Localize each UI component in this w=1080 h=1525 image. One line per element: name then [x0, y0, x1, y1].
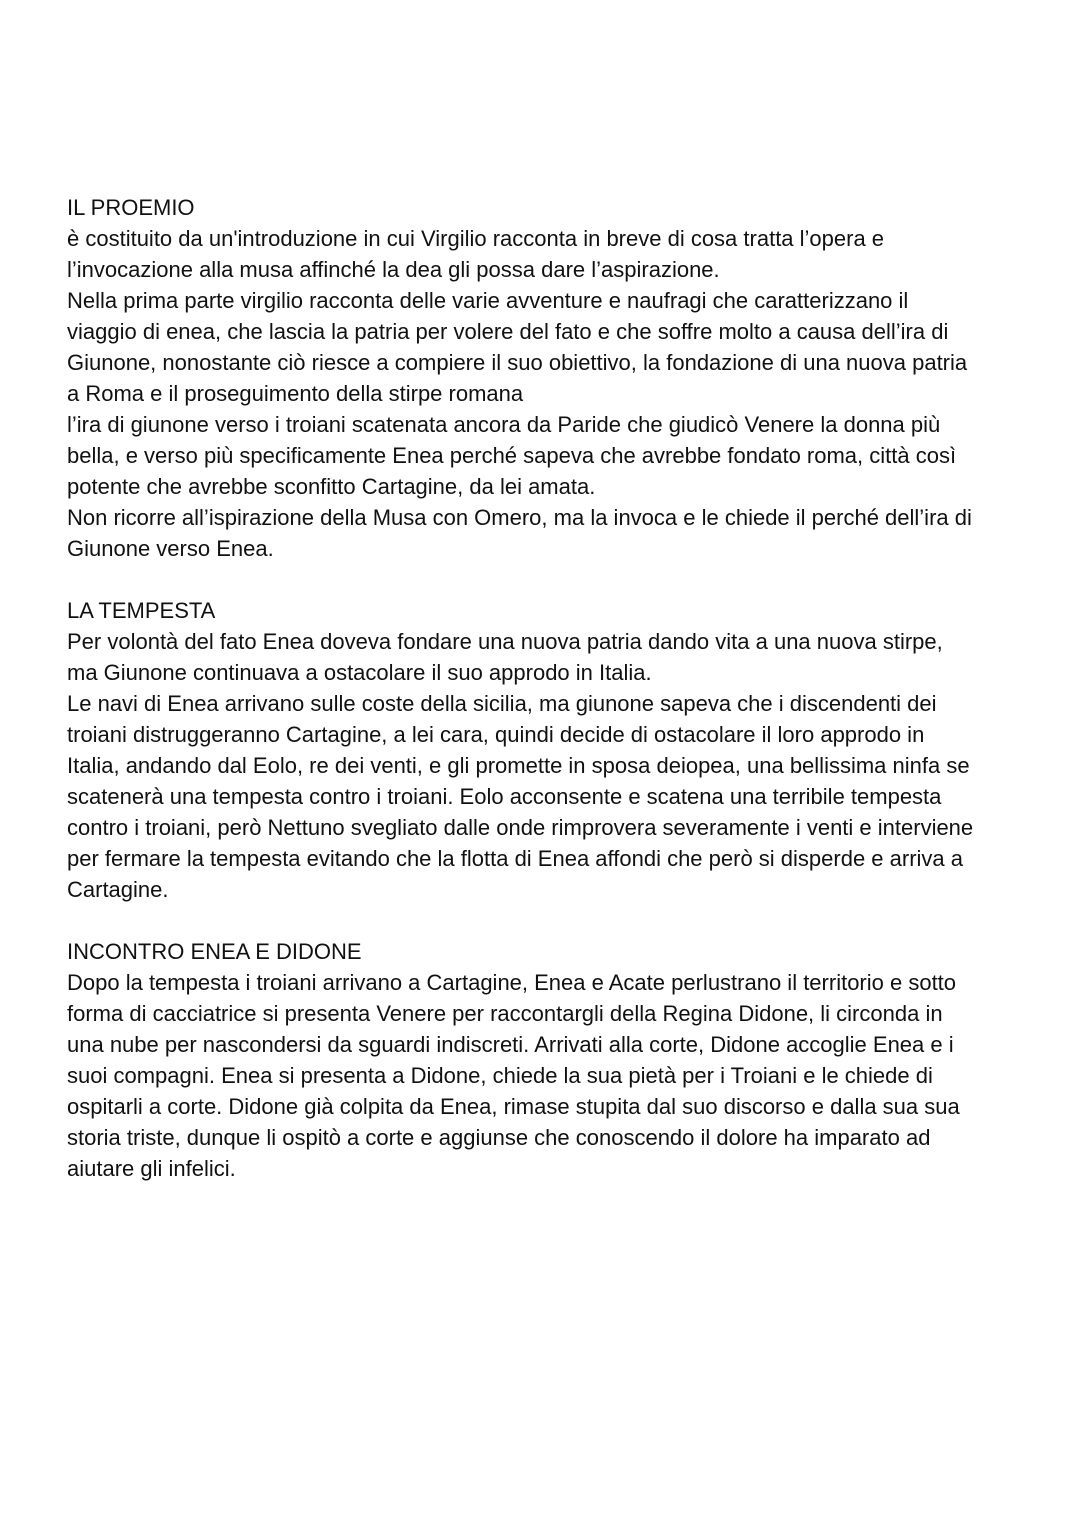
- section-title: IL PROEMIO: [67, 195, 195, 220]
- paragraph-line: Per volontà del fato Enea doveva fondare una nuova patria dando vita a una nuova stirpe,: [67, 629, 943, 654]
- paragraph-line: una nube per nascondersi da sguardi indiscreti. Arrivati alla corte, Didone accoglie Enea e i: [67, 1032, 954, 1057]
- paragraph-line: Cartagine.: [67, 877, 169, 902]
- paragraph-line: Italia, andando dal Eolo, re dei venti, e gli promette in sposa deiopea, una bellissima ninfa se: [67, 753, 970, 778]
- paragraph-line: Giunone verso Enea.: [67, 536, 274, 561]
- paragraph-line: viaggio di enea, che lascia la patria per volere del fato e che soffre molto a causa dell’ira di: [67, 319, 949, 344]
- section-title: INCONTRO ENEA E DIDONE: [67, 939, 362, 964]
- paragraph-line: contro i troiani, però Nettuno svegliato dalle onde rimprovera severamente i venti e interviene: [67, 815, 974, 840]
- section-proemio: [67, 192, 1052, 564]
- paragraph-line: bella, e verso più specificamente Enea perché sapeva che avrebbe fondato roma, città così: [67, 443, 957, 468]
- paragraph-line: storia triste, dunque li ospitò a corte e aggiunse che conoscendo il dolore ha imparato ad: [67, 1125, 931, 1150]
- paragraph-line: Nella prima parte virgilio racconta delle varie avventure e naufragi che caratterizzano il: [67, 288, 909, 313]
- paragraph-line: l’ira di giunone verso i troiani scatenata ancora da Paride che giudicò Venere la donna più: [67, 412, 941, 437]
- paragraph-line: a Roma e il proseguimento della stirpe romana: [67, 381, 524, 406]
- paragraph-line: troiani distruggeranno Cartagine, a lei cara, quindi decide di ostacolare il loro approdo in: [67, 722, 925, 747]
- paragraph-line: Le navi di Enea arrivano sulle coste della sicilia, ma giunone sapeva che i discendenti dei: [67, 691, 937, 716]
- paragraph-line: è costituito da un'introduzione in cui Virgilio racconta in breve di cosa tratta l’opera e: [67, 226, 885, 251]
- paragraph-line: per fermare la tempesta evitando che la flotta di Enea affondi che però si disperde e arriva a: [67, 846, 964, 871]
- section-title: LA TEMPESTA: [67, 598, 216, 623]
- paragraph-line: Giunone, nonostante ciò riesce a compiere il suo obiettivo, la fondazione di una nuova patria: [67, 350, 968, 375]
- paragraph-line: ma Giunone continuava a ostacolare il suo approdo in Italia.: [67, 660, 652, 685]
- paragraph-line: potente che avrebbe sconfitto Cartagine, da lei amata.: [67, 474, 596, 499]
- paragraph-line: l’invocazione alla musa affinché la dea gli possa dare l’aspirazione.: [67, 257, 720, 282]
- paragraph-line: Non ricorre all’ispirazione della Musa con Omero, ma la invoca e le chiede il perché dell’ira di: [67, 505, 972, 530]
- paragraph-line: suoi compagni. Enea si presenta a Didone, chiede la sua pietà per i Troiani e le chiede di: [67, 1063, 933, 1088]
- paragraph-line: scatenerà una tempesta contro i troiani. Eolo acconsente e scatena una terribile tempesta: [67, 784, 942, 809]
- paragraph-line: aiutare gli infelici.: [67, 1156, 236, 1181]
- section-incontro-enea-didone: [67, 936, 1052, 1184]
- section-tempesta: [67, 595, 1052, 905]
- paragraph-line: ospitarli a corte. Didone già colpita da Enea, rimase stupita dal suo discorso e dalla sua sua: [67, 1094, 960, 1119]
- paragraph-line: Dopo la tempesta i troiani arrivano a Cartagine, Enea e Acate perlustrano il territorio e sotto: [67, 970, 957, 995]
- paragraph-line: forma di cacciatrice si presenta Venere per raccontargli della Regina Didone, li circonda in: [67, 1001, 943, 1026]
- document-body: [67, 192, 1052, 1215]
